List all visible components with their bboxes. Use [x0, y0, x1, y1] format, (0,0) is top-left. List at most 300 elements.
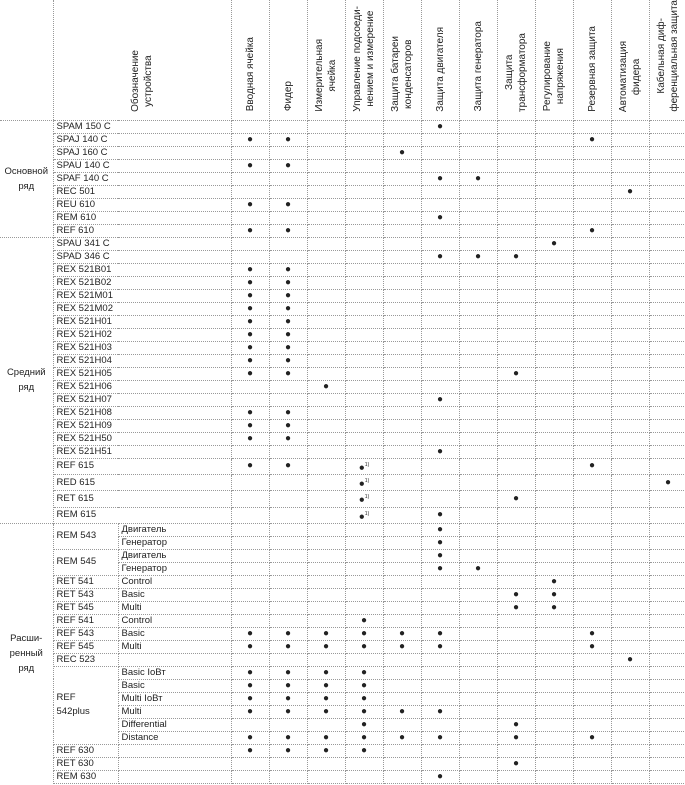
mark-cell	[345, 523, 383, 536]
mark-cell	[421, 185, 459, 198]
mark-cell	[611, 614, 649, 627]
mark-cell	[611, 523, 649, 536]
mark-cell	[459, 588, 497, 601]
mark-cell	[231, 393, 269, 406]
col-header	[383, 0, 421, 120]
mark-cell	[269, 549, 307, 562]
dot-mark: ●	[360, 640, 368, 652]
col-header-label: Кабельная диф- ференциальная защита	[656, 0, 680, 112]
table-row	[0, 523, 685, 536]
table-row	[0, 757, 685, 770]
mark-cell	[535, 731, 573, 744]
mark-cell	[611, 263, 649, 276]
mark-cell	[573, 692, 611, 705]
mark-cell	[307, 185, 345, 198]
mark-cell	[497, 627, 535, 640]
mark-cell	[535, 328, 573, 341]
dot-mark: ●	[246, 289, 254, 301]
dot-mark: ●	[246, 328, 254, 340]
header-row	[0, 0, 685, 120]
dot-mark: ●	[436, 549, 444, 561]
table-row	[0, 491, 685, 507]
device-name: REF 630	[53, 744, 118, 757]
mark-cell	[573, 523, 611, 536]
mark-cell	[573, 666, 611, 679]
mark-cell	[573, 744, 611, 757]
mark-cell	[269, 627, 307, 640]
col-header-label: Управление подсоеди- нением и измерение	[352, 5, 376, 112]
mark-cell	[231, 705, 269, 718]
mark-cell	[345, 731, 383, 744]
mark-cell	[421, 341, 459, 354]
mark-cell	[383, 354, 421, 367]
mark-cell	[231, 302, 269, 315]
mark-cell	[269, 328, 307, 341]
mark-cell	[611, 276, 649, 289]
col-header	[497, 0, 535, 120]
col-header	[345, 0, 383, 120]
mark-cell	[231, 367, 269, 380]
mark-cell	[383, 770, 421, 783]
mark-cell	[307, 679, 345, 692]
mark-cell	[573, 146, 611, 159]
mark-cell	[307, 474, 345, 490]
mark-cell	[573, 367, 611, 380]
mark-cell	[269, 666, 307, 679]
mark-cell	[345, 640, 383, 653]
mark-cell	[611, 731, 649, 744]
mark-cell	[573, 770, 611, 783]
device-name: REX 521H50	[53, 432, 231, 445]
mark-cell	[307, 380, 345, 393]
mark-cell	[611, 133, 649, 146]
mark-cell	[307, 419, 345, 432]
mark-cell	[307, 263, 345, 276]
mark-cell	[421, 757, 459, 770]
dot-mark: ●	[284, 328, 292, 340]
mark-cell	[231, 536, 269, 549]
mark-cell	[573, 315, 611, 328]
mark-cell	[421, 237, 459, 250]
mark-cell	[459, 185, 497, 198]
mark-cell	[573, 393, 611, 406]
dot-mark: ●	[358, 461, 365, 473]
mark-cell	[611, 458, 649, 474]
mark-cell	[459, 653, 497, 666]
device-name: REF 541	[53, 614, 118, 627]
mark-cell	[649, 276, 685, 289]
mark-cell	[345, 653, 383, 666]
mark-cell	[383, 679, 421, 692]
mark-cell	[459, 445, 497, 458]
mark-cell	[649, 146, 685, 159]
mark-cell	[459, 491, 497, 507]
mark-cell	[497, 354, 535, 367]
mark-cell	[231, 198, 269, 211]
mark-cell	[421, 549, 459, 562]
mark-cell	[307, 523, 345, 536]
mark-cell	[573, 406, 611, 419]
mark-cell	[345, 341, 383, 354]
mark-cell	[459, 263, 497, 276]
mark-cell	[345, 705, 383, 718]
mark-cell	[459, 237, 497, 250]
table-row	[0, 237, 685, 250]
mark-cell	[573, 250, 611, 263]
col-header-label: Фидер	[282, 81, 294, 112]
mark-cell	[269, 458, 307, 474]
mark-cell	[345, 302, 383, 315]
mark-cell	[269, 354, 307, 367]
mark-cell	[231, 718, 269, 731]
mark-cell	[459, 159, 497, 172]
mark-cell	[649, 549, 685, 562]
dot-mark: ●	[246, 406, 254, 418]
dot-mark: ●	[512, 367, 520, 379]
mark-cell	[421, 120, 459, 133]
mark-cell	[269, 263, 307, 276]
table-row	[0, 432, 685, 445]
mark-cell	[345, 491, 383, 507]
mark-cell	[231, 491, 269, 507]
mark-cell	[421, 159, 459, 172]
dot-mark: ●	[284, 692, 292, 704]
mark-cell	[535, 666, 573, 679]
mark-cell	[421, 315, 459, 328]
mark-cell	[649, 406, 685, 419]
mark-cell	[383, 731, 421, 744]
table-row	[0, 315, 685, 328]
mark-cell	[345, 237, 383, 250]
dot-mark: ●	[284, 224, 292, 236]
table-row	[0, 601, 685, 614]
dot-mark: ●	[588, 224, 596, 236]
mark-cell	[573, 133, 611, 146]
mark-cell	[459, 419, 497, 432]
col-header	[307, 0, 345, 120]
mark-cell	[649, 367, 685, 380]
table-row	[0, 211, 685, 224]
mark-cell	[421, 445, 459, 458]
device-variant: Multi	[118, 705, 231, 718]
mark-cell	[497, 705, 535, 718]
dot-mark: ●	[436, 445, 444, 457]
mark-cell	[573, 507, 611, 523]
mark-cell	[497, 744, 535, 757]
mark-cell	[383, 744, 421, 757]
mark-cell	[573, 653, 611, 666]
group-label: Средний ряд	[0, 237, 53, 523]
header-designation: Обозначение устройства	[130, 49, 154, 112]
dot-mark: ●	[246, 341, 254, 353]
mark-cell	[459, 458, 497, 474]
mark-cell	[573, 549, 611, 562]
device-variant: Двигатель	[118, 523, 231, 536]
mark-cell	[421, 575, 459, 588]
device-name: SPAU 341 C	[53, 237, 231, 250]
mark-cell	[535, 159, 573, 172]
mark-cell	[459, 133, 497, 146]
mark-cell	[383, 718, 421, 731]
mark-cell	[649, 575, 685, 588]
mark-cell	[573, 341, 611, 354]
device-name: REX 521H05	[53, 367, 231, 380]
mark-cell	[573, 237, 611, 250]
mark-cell	[459, 432, 497, 445]
mark-cell	[383, 627, 421, 640]
mark-cell	[383, 315, 421, 328]
dot-mark: ●	[246, 198, 254, 210]
mark-cell	[231, 250, 269, 263]
dot-mark: ●	[358, 478, 365, 490]
mark-cell	[459, 640, 497, 653]
device-name: REX 521H51	[53, 445, 231, 458]
mark-cell	[497, 315, 535, 328]
mark-cell	[649, 133, 685, 146]
mark-cell	[649, 380, 685, 393]
dot-mark: ●	[246, 224, 254, 236]
mark-cell	[497, 474, 535, 490]
col-header-label: Резервная защита	[586, 25, 598, 112]
mark-cell	[231, 523, 269, 536]
mark-cell	[535, 237, 573, 250]
mark-cell	[649, 653, 685, 666]
mark-cell	[497, 159, 535, 172]
header-corner	[0, 0, 53, 120]
mark-cell	[459, 549, 497, 562]
mark-cell	[535, 770, 573, 783]
mark-cell	[649, 432, 685, 445]
mark-cell	[383, 159, 421, 172]
dot-mark: ●	[246, 705, 254, 717]
table-row	[0, 341, 685, 354]
device-variant: Differential	[118, 718, 231, 731]
mark-cell	[421, 536, 459, 549]
table-row	[0, 474, 685, 490]
mark-cell	[497, 263, 535, 276]
mark-cell	[573, 458, 611, 474]
footnote-mark: 1)	[364, 461, 370, 468]
mark-cell	[535, 549, 573, 562]
device-variant: Basic	[118, 588, 231, 601]
mark-cell	[497, 666, 535, 679]
device-name: REX 521M02	[53, 302, 231, 315]
mark-cell	[573, 211, 611, 224]
mark-cell	[611, 549, 649, 562]
mark-cell	[611, 406, 649, 419]
dot-mark: ●	[512, 601, 520, 613]
mark-cell	[307, 315, 345, 328]
mark-cell	[497, 406, 535, 419]
col-header-label: Защита батареи конденсаторов	[390, 35, 414, 112]
col-header	[535, 0, 573, 120]
mark-cell	[497, 276, 535, 289]
mark-cell	[421, 523, 459, 536]
mark-cell	[573, 614, 611, 627]
mark-cell	[497, 523, 535, 536]
mark-cell	[459, 731, 497, 744]
mark-cell	[383, 224, 421, 237]
table-row	[0, 328, 685, 341]
dot-mark: ●	[588, 731, 596, 743]
mark-cell	[459, 770, 497, 783]
mark-cell	[231, 315, 269, 328]
mark-cell	[573, 575, 611, 588]
device-variant	[118, 653, 231, 666]
mark-cell	[231, 770, 269, 783]
device-variant: Генератор	[118, 536, 231, 549]
table-row	[0, 419, 685, 432]
mark-cell	[345, 666, 383, 679]
mark-cell	[383, 575, 421, 588]
mark-cell	[611, 198, 649, 211]
dot-mark: ●	[246, 731, 254, 743]
mark-cell	[307, 731, 345, 744]
mark-cell	[573, 380, 611, 393]
mark-cell	[421, 627, 459, 640]
mark-cell	[535, 601, 573, 614]
mark-cell	[345, 757, 383, 770]
mark-cell	[535, 276, 573, 289]
mark-cell	[345, 276, 383, 289]
mark-cell	[459, 406, 497, 419]
device-name: REX 521M01	[53, 289, 231, 302]
mark-cell	[535, 419, 573, 432]
mark-cell	[497, 224, 535, 237]
mark-cell	[649, 474, 685, 490]
mark-cell	[611, 562, 649, 575]
mark-cell	[535, 432, 573, 445]
dot-mark: ●	[284, 367, 292, 379]
mark-cell	[649, 458, 685, 474]
table-row	[0, 575, 685, 588]
mark-cell	[573, 276, 611, 289]
mark-cell	[307, 744, 345, 757]
mark-cell	[421, 328, 459, 341]
mark-cell	[383, 588, 421, 601]
mark-cell	[535, 341, 573, 354]
device-variant: Multi	[118, 640, 231, 653]
mark-cell	[573, 159, 611, 172]
mark-cell	[497, 211, 535, 224]
table-row	[0, 653, 685, 666]
mark-cell	[269, 250, 307, 263]
mark-cell	[459, 328, 497, 341]
mark-cell	[269, 507, 307, 523]
mark-cell	[573, 718, 611, 731]
dot-mark: ●	[246, 744, 254, 756]
mark-cell	[345, 224, 383, 237]
mark-cell	[307, 627, 345, 640]
mark-cell	[307, 588, 345, 601]
mark-cell	[345, 146, 383, 159]
mark-cell	[497, 536, 535, 549]
dot-mark: ●	[474, 562, 482, 574]
mark-cell	[421, 367, 459, 380]
mark-cell	[307, 536, 345, 549]
mark-cell	[497, 133, 535, 146]
dot-mark: ●	[322, 744, 330, 756]
mark-cell	[459, 614, 497, 627]
dot-mark: ●	[246, 432, 254, 444]
mark-cell	[649, 640, 685, 653]
mark-cell	[573, 302, 611, 315]
dot-mark: ●	[626, 185, 634, 197]
col-header-label: Автоматизация фидера	[618, 40, 642, 112]
mark-cell	[573, 491, 611, 507]
mark-cell	[611, 536, 649, 549]
dot-mark: ●	[284, 679, 292, 691]
table-row	[0, 640, 685, 653]
col-header	[573, 0, 611, 120]
mark-cell	[269, 445, 307, 458]
device-name: REM 630	[53, 770, 118, 783]
dot-mark: ●	[284, 133, 292, 145]
mark-cell	[269, 640, 307, 653]
dot-mark: ●	[284, 341, 292, 353]
dot-mark: ●	[284, 460, 292, 472]
dot-mark: ●	[436, 627, 444, 639]
dot-mark: ●	[322, 705, 330, 717]
mark-cell	[497, 770, 535, 783]
table-row	[0, 250, 685, 263]
mark-cell	[497, 146, 535, 159]
dot-mark: ●	[246, 640, 254, 652]
dot-mark: ●	[246, 354, 254, 366]
mark-cell	[269, 185, 307, 198]
mark-cell	[611, 315, 649, 328]
mark-cell	[649, 601, 685, 614]
mark-cell	[649, 198, 685, 211]
mark-cell	[459, 315, 497, 328]
mark-cell	[307, 491, 345, 507]
mark-cell	[459, 198, 497, 211]
mark-cell	[231, 328, 269, 341]
dot-mark: ●	[398, 731, 406, 743]
group-label: Основной ряд	[0, 120, 53, 237]
mark-cell	[231, 614, 269, 627]
dot-mark: ●	[512, 731, 520, 743]
mark-cell	[345, 692, 383, 705]
mark-cell	[345, 507, 383, 523]
mark-cell	[345, 679, 383, 692]
mark-cell	[383, 367, 421, 380]
mark-cell	[421, 224, 459, 237]
mark-cell	[231, 601, 269, 614]
mark-cell	[421, 406, 459, 419]
mark-cell	[535, 627, 573, 640]
mark-cell	[231, 744, 269, 757]
mark-cell	[497, 562, 535, 575]
dot-mark: ●	[322, 627, 330, 639]
mark-cell	[535, 718, 573, 731]
mark-cell	[611, 328, 649, 341]
mark-cell	[307, 289, 345, 302]
dot-mark: ●	[322, 380, 330, 392]
mark-cell	[307, 458, 345, 474]
mark-cell	[421, 731, 459, 744]
mark-cell	[383, 536, 421, 549]
device-name: REF 545	[53, 640, 118, 653]
mark-cell	[611, 666, 649, 679]
dot-mark: ●	[284, 159, 292, 171]
mark-cell	[345, 770, 383, 783]
mark-cell	[535, 133, 573, 146]
device-name: REC 523	[53, 653, 118, 666]
mark-cell	[649, 614, 685, 627]
table-row	[0, 302, 685, 315]
mark-cell	[231, 507, 269, 523]
